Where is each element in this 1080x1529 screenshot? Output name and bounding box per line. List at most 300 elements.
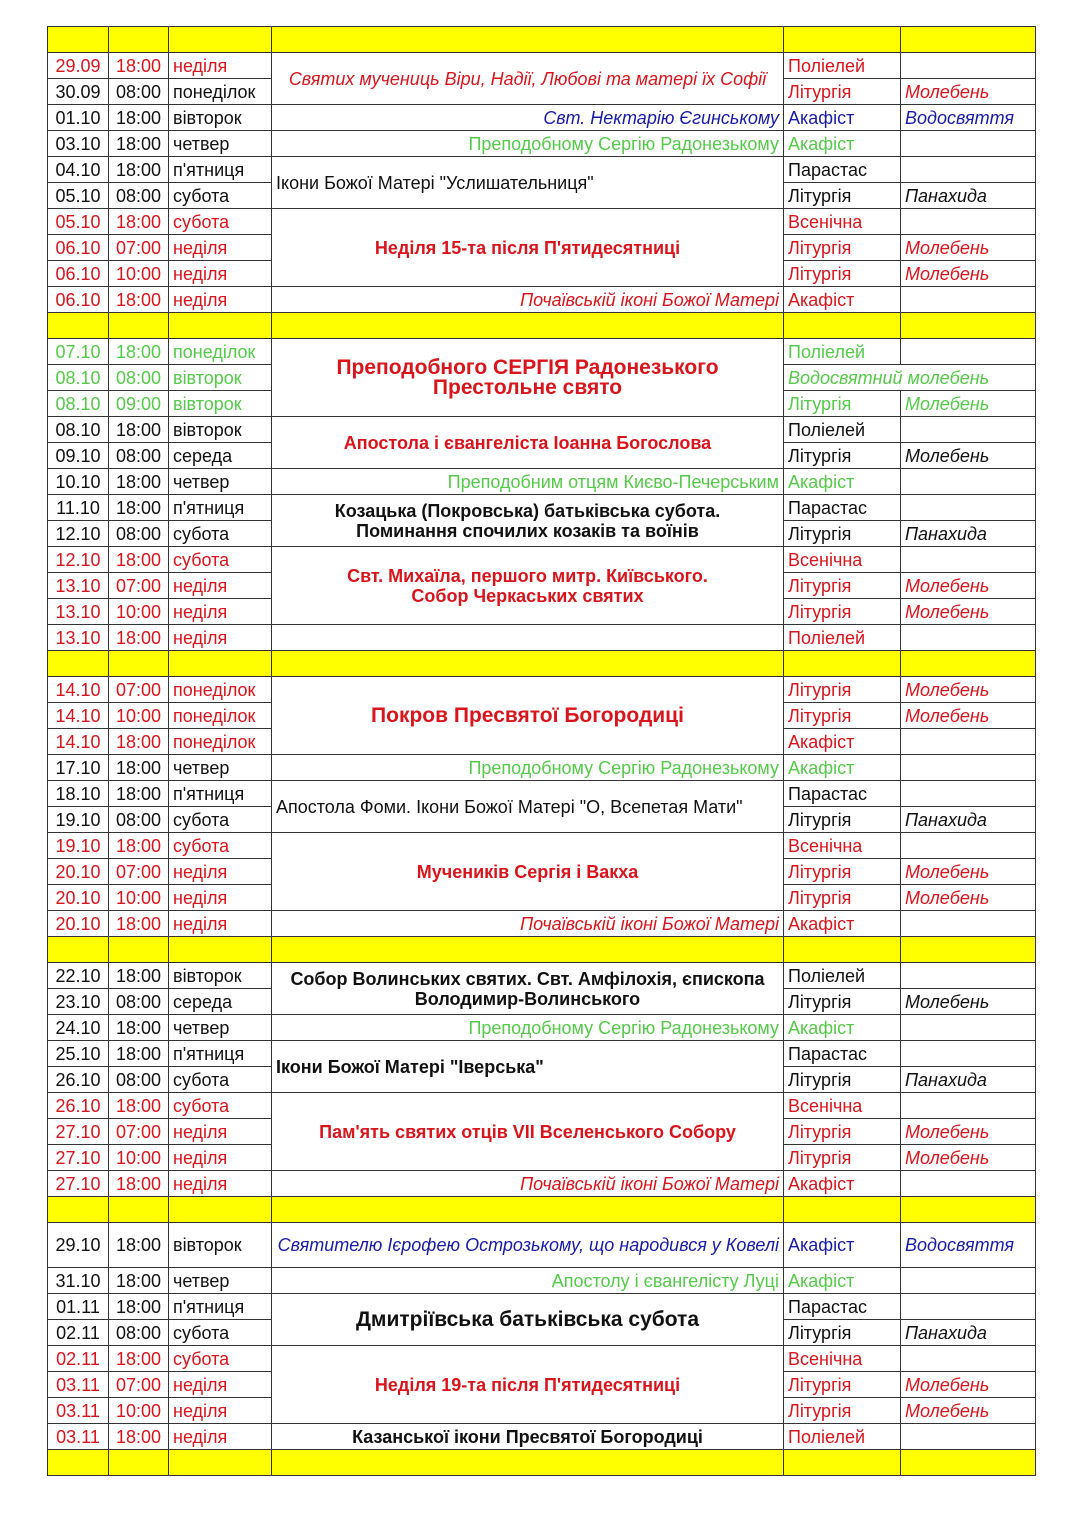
date-cell: 03.11 bbox=[48, 1372, 109, 1398]
service-cell: Парастас bbox=[784, 1041, 901, 1067]
schedule-row bbox=[48, 1041, 1036, 1067]
date-cell: 24.10 bbox=[48, 1015, 109, 1041]
service-cell: Літургія bbox=[784, 1372, 901, 1398]
time-cell: 07:00 bbox=[109, 1119, 169, 1145]
schedule-row bbox=[48, 131, 1036, 157]
service-cell: Акафіст bbox=[784, 1223, 901, 1268]
extra-service-cell bbox=[901, 417, 1036, 443]
extra-service-cell bbox=[901, 547, 1036, 573]
weekday-cell: четвер bbox=[169, 1015, 272, 1041]
extra-service-cell bbox=[901, 287, 1036, 313]
service-cell: Літургія bbox=[784, 859, 901, 885]
feast-cell: Ікони Божої Матері "Услишательниця" bbox=[272, 157, 784, 209]
extra-service-cell bbox=[901, 1346, 1036, 1372]
weekday-cell: четвер bbox=[169, 131, 272, 157]
weekday-cell: неділя bbox=[169, 235, 272, 261]
service-cell: Поліелей bbox=[784, 53, 901, 79]
schedule-row bbox=[48, 833, 1036, 859]
service-cell: Всенічна bbox=[784, 1093, 901, 1119]
extra-service-cell: Молебень bbox=[901, 391, 1036, 417]
time-cell: 08:00 bbox=[109, 521, 169, 547]
weekday-cell: неділя bbox=[169, 1119, 272, 1145]
separator-cell bbox=[169, 313, 272, 339]
time-cell: 18:00 bbox=[109, 209, 169, 235]
schedule-row bbox=[48, 1223, 1036, 1268]
schedule-row bbox=[48, 911, 1036, 937]
feast-cell: Святителю Ієрофею Острозькому, що народився у Ковелі bbox=[272, 1223, 784, 1268]
service-cell: Водосвятний молебень bbox=[784, 365, 1036, 391]
date-cell: 27.10 bbox=[48, 1171, 109, 1197]
extra-service-cell: Панахида bbox=[901, 1320, 1036, 1346]
date-cell: 22.10 bbox=[48, 963, 109, 989]
weekday-cell: субота bbox=[169, 807, 272, 833]
date-cell: 26.10 bbox=[48, 1067, 109, 1093]
extra-service-cell: Молебень bbox=[901, 235, 1036, 261]
feast-cell: Казанської ікони Пресвятої Богородиці bbox=[272, 1424, 784, 1450]
service-cell: Літургія bbox=[784, 183, 901, 209]
extra-service-cell bbox=[901, 157, 1036, 183]
date-cell: 02.11 bbox=[48, 1346, 109, 1372]
service-cell: Акафіст bbox=[784, 911, 901, 937]
separator-cell bbox=[272, 1197, 784, 1223]
separator-row bbox=[48, 1450, 1036, 1476]
schedule-row bbox=[48, 677, 1036, 703]
schedule-row bbox=[48, 781, 1036, 807]
service-cell: Акафіст bbox=[784, 755, 901, 781]
extra-service-cell bbox=[901, 209, 1036, 235]
date-cell: 08.10 bbox=[48, 417, 109, 443]
date-cell: 03.11 bbox=[48, 1398, 109, 1424]
date-cell: 23.10 bbox=[48, 989, 109, 1015]
date-cell: 27.10 bbox=[48, 1119, 109, 1145]
extra-service-cell bbox=[901, 755, 1036, 781]
separator-row bbox=[48, 651, 1036, 677]
extra-service-cell: Молебень bbox=[901, 859, 1036, 885]
service-cell: Поліелей bbox=[784, 339, 901, 365]
separator-cell bbox=[901, 1450, 1036, 1476]
separator-cell bbox=[272, 651, 784, 677]
service-cell: Парастас bbox=[784, 781, 901, 807]
feast-cell: Почаївській іконі Божої Матері bbox=[272, 911, 784, 937]
separator-row bbox=[48, 313, 1036, 339]
extra-service-cell: Молебень bbox=[901, 1372, 1036, 1398]
extra-service-cell bbox=[901, 1268, 1036, 1294]
time-cell: 18:00 bbox=[109, 781, 169, 807]
separator-cell bbox=[48, 937, 109, 963]
schedule-row bbox=[48, 417, 1036, 443]
schedule-table bbox=[47, 26, 1036, 1476]
date-cell: 14.10 bbox=[48, 677, 109, 703]
feast-cell: Преподобним отцям Києво-Печерським bbox=[272, 469, 784, 495]
separator-cell bbox=[901, 651, 1036, 677]
service-cell: Акафіст bbox=[784, 105, 901, 131]
date-cell: 07.10 bbox=[48, 339, 109, 365]
service-cell: Літургія bbox=[784, 1320, 901, 1346]
service-cell: Літургія bbox=[784, 1398, 901, 1424]
service-cell: Акафіст bbox=[784, 729, 901, 755]
separator-cell bbox=[109, 1197, 169, 1223]
time-cell: 08:00 bbox=[109, 365, 169, 391]
time-cell: 18:00 bbox=[109, 495, 169, 521]
service-cell: Літургія bbox=[784, 79, 901, 105]
service-cell: Поліелей bbox=[784, 625, 901, 651]
weekday-cell: неділя bbox=[169, 1424, 272, 1450]
time-cell: 18:00 bbox=[109, 157, 169, 183]
service-cell: Літургія bbox=[784, 1067, 901, 1093]
time-cell: 18:00 bbox=[109, 105, 169, 131]
time-cell: 18:00 bbox=[109, 755, 169, 781]
extra-service-cell: Молебень bbox=[901, 989, 1036, 1015]
feast-cell: Святих мучениць Віри, Надії, Любові та матері їх Софії bbox=[272, 53, 784, 105]
time-cell: 08:00 bbox=[109, 79, 169, 105]
weekday-cell: неділя bbox=[169, 1171, 272, 1197]
time-cell: 10:00 bbox=[109, 261, 169, 287]
separator-row bbox=[48, 27, 1036, 53]
service-cell: Літургія bbox=[784, 261, 901, 287]
time-cell: 18:00 bbox=[109, 287, 169, 313]
feast-cell: Преподобному Сергію Радонезькому bbox=[272, 755, 784, 781]
date-cell: 26.10 bbox=[48, 1093, 109, 1119]
schedule-row bbox=[48, 1171, 1036, 1197]
date-cell: 06.10 bbox=[48, 287, 109, 313]
time-cell: 07:00 bbox=[109, 677, 169, 703]
service-cell: Акафіст bbox=[784, 1171, 901, 1197]
feast-cell: Мучеників Сергія і Вакха bbox=[272, 833, 784, 911]
schedule-row bbox=[48, 1294, 1036, 1320]
feast-cell: Свт. Нектарію Єгинському bbox=[272, 105, 784, 131]
extra-service-cell bbox=[901, 911, 1036, 937]
extra-service-cell bbox=[901, 833, 1036, 859]
extra-service-cell bbox=[901, 781, 1036, 807]
date-cell: 17.10 bbox=[48, 755, 109, 781]
weekday-cell: понеділок bbox=[169, 703, 272, 729]
extra-service-cell: Молебень bbox=[901, 599, 1036, 625]
separator-cell bbox=[169, 1197, 272, 1223]
schedule-row bbox=[48, 755, 1036, 781]
date-cell: 14.10 bbox=[48, 703, 109, 729]
time-cell: 10:00 bbox=[109, 885, 169, 911]
separator-cell bbox=[901, 27, 1036, 53]
service-cell: Всенічна bbox=[784, 1346, 901, 1372]
date-cell: 13.10 bbox=[48, 599, 109, 625]
time-cell: 18:00 bbox=[109, 417, 169, 443]
schedule-row bbox=[48, 287, 1036, 313]
date-cell: 10.10 bbox=[48, 469, 109, 495]
weekday-cell: неділя bbox=[169, 1372, 272, 1398]
separator-cell bbox=[784, 313, 901, 339]
separator-cell bbox=[48, 651, 109, 677]
time-cell: 18:00 bbox=[109, 1093, 169, 1119]
date-cell: 13.10 bbox=[48, 625, 109, 651]
separator-cell bbox=[901, 1197, 1036, 1223]
time-cell: 10:00 bbox=[109, 599, 169, 625]
time-cell: 18:00 bbox=[109, 729, 169, 755]
extra-service-cell: Панахида bbox=[901, 807, 1036, 833]
weekday-cell: субота bbox=[169, 547, 272, 573]
schedule-row bbox=[48, 625, 1036, 651]
weekday-cell: вівторок bbox=[169, 391, 272, 417]
time-cell: 07:00 bbox=[109, 235, 169, 261]
extra-service-cell: Водосвяття bbox=[901, 105, 1036, 131]
weekday-cell: понеділок bbox=[169, 79, 272, 105]
separator-cell bbox=[48, 1197, 109, 1223]
feast-cell: Покров Пресвятої Богородиці bbox=[272, 677, 784, 755]
separator-cell bbox=[784, 27, 901, 53]
time-cell: 18:00 bbox=[109, 1041, 169, 1067]
feast-cell: Неділя 19-та після П'ятидесятниці bbox=[272, 1346, 784, 1424]
time-cell: 18:00 bbox=[109, 963, 169, 989]
date-cell: 11.10 bbox=[48, 495, 109, 521]
date-cell: 12.10 bbox=[48, 547, 109, 573]
date-cell: 19.10 bbox=[48, 807, 109, 833]
feast-cell: Апостола Фоми. Ікони Божої Матері "О, Всепетая Мати" bbox=[272, 781, 784, 833]
date-cell: 31.10 bbox=[48, 1268, 109, 1294]
weekday-cell: неділя bbox=[169, 261, 272, 287]
service-cell: Всенічна bbox=[784, 547, 901, 573]
separator-row bbox=[48, 937, 1036, 963]
date-cell: 03.10 bbox=[48, 131, 109, 157]
schedule-row bbox=[48, 495, 1036, 521]
extra-service-cell bbox=[901, 625, 1036, 651]
weekday-cell: неділя bbox=[169, 53, 272, 79]
time-cell: 18:00 bbox=[109, 1346, 169, 1372]
date-cell: 09.10 bbox=[48, 443, 109, 469]
weekday-cell: п'ятниця bbox=[169, 1041, 272, 1067]
time-cell: 18:00 bbox=[109, 1223, 169, 1268]
weekday-cell: середа bbox=[169, 443, 272, 469]
date-cell: 18.10 bbox=[48, 781, 109, 807]
service-cell: Парастас bbox=[784, 157, 901, 183]
separator-cell bbox=[901, 313, 1036, 339]
feast-cell: Пам'ять святих отців VII Вселенського Собору bbox=[272, 1093, 784, 1171]
weekday-cell: понеділок bbox=[169, 677, 272, 703]
date-cell: 08.10 bbox=[48, 365, 109, 391]
extra-service-cell bbox=[901, 1171, 1036, 1197]
schedule-row bbox=[48, 1268, 1036, 1294]
extra-service-cell bbox=[901, 963, 1036, 989]
service-cell: Акафіст bbox=[784, 1268, 901, 1294]
service-cell: Поліелей bbox=[784, 1424, 901, 1450]
service-cell: Поліелей bbox=[784, 417, 901, 443]
service-cell: Літургія bbox=[784, 599, 901, 625]
weekday-cell: неділя bbox=[169, 573, 272, 599]
extra-service-cell bbox=[901, 53, 1036, 79]
service-cell: Літургія bbox=[784, 885, 901, 911]
service-cell: Літургія bbox=[784, 573, 901, 599]
time-cell: 10:00 bbox=[109, 703, 169, 729]
date-cell: 06.10 bbox=[48, 261, 109, 287]
time-cell: 09:00 bbox=[109, 391, 169, 417]
extra-service-cell: Молебень bbox=[901, 443, 1036, 469]
date-cell: 29.09 bbox=[48, 53, 109, 79]
date-cell: 25.10 bbox=[48, 1041, 109, 1067]
time-cell: 08:00 bbox=[109, 183, 169, 209]
time-cell: 18:00 bbox=[109, 339, 169, 365]
date-cell: 01.10 bbox=[48, 105, 109, 131]
date-cell: 02.11 bbox=[48, 1320, 109, 1346]
date-cell: 14.10 bbox=[48, 729, 109, 755]
schedule-row bbox=[48, 1424, 1036, 1450]
service-cell: Парастас bbox=[784, 495, 901, 521]
extra-service-cell: Молебень bbox=[901, 1145, 1036, 1171]
extra-service-cell bbox=[901, 1424, 1036, 1450]
schedule-row bbox=[48, 1346, 1036, 1372]
weekday-cell: субота bbox=[169, 1093, 272, 1119]
extra-service-cell bbox=[901, 339, 1036, 365]
time-cell: 08:00 bbox=[109, 443, 169, 469]
time-cell: 18:00 bbox=[109, 131, 169, 157]
extra-service-cell: Водосвяття bbox=[901, 1223, 1036, 1268]
extra-service-cell bbox=[901, 131, 1036, 157]
date-cell: 08.10 bbox=[48, 391, 109, 417]
separator-cell bbox=[169, 651, 272, 677]
weekday-cell: п'ятниця bbox=[169, 157, 272, 183]
separator-cell bbox=[901, 937, 1036, 963]
weekday-cell: неділя bbox=[169, 625, 272, 651]
schedule-row bbox=[48, 963, 1036, 989]
service-cell: Літургія bbox=[784, 235, 901, 261]
separator-cell bbox=[48, 27, 109, 53]
separator-cell bbox=[272, 313, 784, 339]
separator-cell bbox=[272, 27, 784, 53]
time-cell: 08:00 bbox=[109, 989, 169, 1015]
time-cell: 18:00 bbox=[109, 1268, 169, 1294]
weekday-cell: субота bbox=[169, 833, 272, 859]
date-cell: 20.10 bbox=[48, 859, 109, 885]
date-cell: 01.11 bbox=[48, 1294, 109, 1320]
separator-cell bbox=[169, 937, 272, 963]
time-cell: 08:00 bbox=[109, 807, 169, 833]
date-cell: 06.10 bbox=[48, 235, 109, 261]
separator-cell bbox=[272, 937, 784, 963]
service-cell: Акафіст bbox=[784, 1015, 901, 1041]
weekday-cell: неділя bbox=[169, 1145, 272, 1171]
service-cell: Літургія bbox=[784, 677, 901, 703]
time-cell: 10:00 bbox=[109, 1145, 169, 1171]
time-cell: 07:00 bbox=[109, 573, 169, 599]
weekday-cell: вівторок bbox=[169, 963, 272, 989]
extra-service-cell: Молебень bbox=[901, 1398, 1036, 1424]
separator-cell bbox=[109, 313, 169, 339]
service-cell: Акафіст bbox=[784, 131, 901, 157]
service-cell: Акафіст bbox=[784, 287, 901, 313]
time-cell: 18:00 bbox=[109, 1171, 169, 1197]
separator-cell bbox=[109, 937, 169, 963]
separator-cell bbox=[272, 1450, 784, 1476]
service-cell: Поліелей bbox=[784, 963, 901, 989]
time-cell: 18:00 bbox=[109, 1424, 169, 1450]
service-cell: Літургія bbox=[784, 391, 901, 417]
separator-cell bbox=[784, 937, 901, 963]
feast-cell bbox=[272, 625, 784, 651]
weekday-cell: понеділок bbox=[169, 729, 272, 755]
feast-cell: Апостолу і євангелісту Луці bbox=[272, 1268, 784, 1294]
schedule-row bbox=[48, 157, 1036, 183]
extra-service-cell: Панахида bbox=[901, 183, 1036, 209]
feast-cell: Почаївській іконі Божої Матері bbox=[272, 1171, 784, 1197]
weekday-cell: неділя bbox=[169, 287, 272, 313]
feast-cell: Неділя 15-та після П'ятидесятниці bbox=[272, 209, 784, 287]
separator-cell bbox=[109, 27, 169, 53]
time-cell: 07:00 bbox=[109, 1372, 169, 1398]
extra-service-cell: Молебень bbox=[901, 677, 1036, 703]
feast-cell: Преподобному Сергію Радонезькому bbox=[272, 1015, 784, 1041]
extra-service-cell bbox=[901, 1015, 1036, 1041]
feast-cell: Преподобному Сергію Радонезькому bbox=[272, 131, 784, 157]
weekday-cell: субота bbox=[169, 183, 272, 209]
schedule-row bbox=[48, 209, 1036, 235]
feast-cell: Ікони Божої Матері "Іверська" bbox=[272, 1041, 784, 1093]
schedule-row bbox=[48, 1015, 1036, 1041]
separator-cell bbox=[169, 27, 272, 53]
schedule-body bbox=[48, 27, 1036, 1476]
extra-service-cell: Молебень bbox=[901, 1119, 1036, 1145]
date-cell: 29.10 bbox=[48, 1223, 109, 1268]
schedule-row bbox=[48, 339, 1036, 365]
extra-service-cell bbox=[901, 1093, 1036, 1119]
weekday-cell: вівторок bbox=[169, 1223, 272, 1268]
feast-cell: Преподобного СЕРГІЯ Радонезького Престольне свято bbox=[272, 339, 784, 417]
weekday-cell: неділя bbox=[169, 1398, 272, 1424]
weekday-cell: п'ятниця bbox=[169, 495, 272, 521]
time-cell: 18:00 bbox=[109, 469, 169, 495]
service-cell: Парастас bbox=[784, 1294, 901, 1320]
weekday-cell: неділя bbox=[169, 859, 272, 885]
separator-cell bbox=[109, 1450, 169, 1476]
service-cell: Літургія bbox=[784, 1145, 901, 1171]
extra-service-cell bbox=[901, 729, 1036, 755]
schedule-row bbox=[48, 1093, 1036, 1119]
weekday-cell: неділя bbox=[169, 599, 272, 625]
weekday-cell: п'ятниця bbox=[169, 781, 272, 807]
time-cell: 07:00 bbox=[109, 859, 169, 885]
time-cell: 18:00 bbox=[109, 1294, 169, 1320]
time-cell: 18:00 bbox=[109, 833, 169, 859]
feast-cell: Козацька (Покровська) батьківська субота. Поминання спочилих козаків та воїнів bbox=[272, 495, 784, 547]
time-cell: 18:00 bbox=[109, 625, 169, 651]
weekday-cell: четвер bbox=[169, 469, 272, 495]
weekday-cell: неділя bbox=[169, 911, 272, 937]
date-cell: 30.09 bbox=[48, 79, 109, 105]
time-cell: 18:00 bbox=[109, 547, 169, 573]
schedule-row bbox=[48, 105, 1036, 131]
extra-service-cell: Панахида bbox=[901, 1067, 1036, 1093]
extra-service-cell bbox=[901, 1041, 1036, 1067]
time-cell: 08:00 bbox=[109, 1320, 169, 1346]
feast-cell: Дмитріївська батьківська субота bbox=[272, 1294, 784, 1346]
feast-cell: Почаївській іконі Божої Матері bbox=[272, 287, 784, 313]
date-cell: 27.10 bbox=[48, 1145, 109, 1171]
feast-cell: Собор Волинських святих. Свт. Амфілохія, єпископа Володимир-Волинського bbox=[272, 963, 784, 1015]
date-cell: 03.11 bbox=[48, 1424, 109, 1450]
schedule-row bbox=[48, 469, 1036, 495]
time-cell: 18:00 bbox=[109, 1015, 169, 1041]
date-cell: 12.10 bbox=[48, 521, 109, 547]
weekday-cell: субота bbox=[169, 1067, 272, 1093]
date-cell: 19.10 bbox=[48, 833, 109, 859]
service-cell: Літургія bbox=[784, 1119, 901, 1145]
weekday-cell: середа bbox=[169, 989, 272, 1015]
service-cell: Всенічна bbox=[784, 209, 901, 235]
service-cell: Літургія bbox=[784, 521, 901, 547]
weekday-cell: субота bbox=[169, 521, 272, 547]
date-cell: 20.10 bbox=[48, 885, 109, 911]
feast-cell: Свт. Михаїла, першого митр. Київського. Собор Черкаських святих bbox=[272, 547, 784, 625]
weekday-cell: понеділок bbox=[169, 339, 272, 365]
service-cell: Літургія bbox=[784, 807, 901, 833]
extra-service-cell: Молебень bbox=[901, 573, 1036, 599]
weekday-cell: четвер bbox=[169, 755, 272, 781]
